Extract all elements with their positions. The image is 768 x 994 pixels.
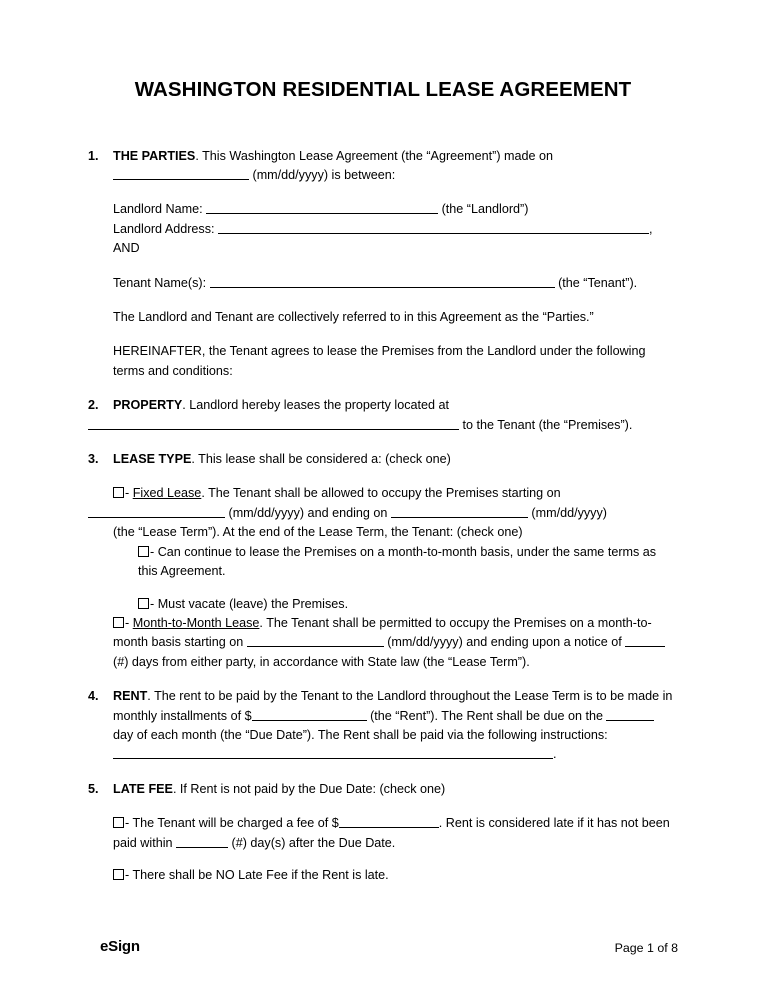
rent-text: [113, 687, 678, 765]
option-continue-month-to-month: [138, 543, 678, 582]
rent-text-1: . The rent to be paid by the Tenant to the Landlord throughout the Lease Term is to be made in monthly installments of $: [113, 689, 673, 723]
option-fixed-lease: [113, 484, 678, 542]
checkbox-no-late-fee[interactable]: [113, 869, 124, 880]
property-address-row: [88, 416, 678, 435]
clause-title-rent: RENT: [113, 689, 148, 704]
no-late-fee-label: - There shall be NO Late Fee if the Rent is late.: [125, 867, 389, 882]
fixed-lease-date2-suffix: (mm/dd/yyyy): [531, 505, 607, 520]
parties-intro: [113, 147, 678, 186]
clause-number-2: 2.: [88, 398, 99, 413]
parties-date-suffix: (mm/dd/yyyy) is between:: [252, 168, 396, 182]
rent-text-2: (the “Rent”). The Rent shall be due on the: [370, 708, 603, 723]
tenant-name-field[interactable]: [210, 274, 555, 288]
late-fee-option-3-text: (#) day(s) after the Due Date.: [231, 835, 396, 850]
lease-type-text: [113, 450, 678, 469]
fixed-lease-label: Fixed Lease: [132, 486, 202, 501]
landlord-address-label: Landlord Address:: [113, 221, 215, 236]
tenant-name-row: [113, 274, 678, 293]
clause-late-fee-body: [113, 780, 678, 886]
option-vacate-label: - Must vacate (leave) the Premises.: [150, 596, 349, 611]
checkbox-must-vacate[interactable]: [138, 598, 149, 609]
late-fee-text: [113, 780, 678, 799]
clause-late-fee: [88, 780, 678, 886]
fixed-lease-suboptions: [113, 543, 678, 614]
month-to-month-dash: -: [125, 615, 133, 630]
page-number: Page 1 of 8: [614, 941, 678, 955]
rent-text-3: day of each month (the “Due Date”). The Rent shall be paid via the following instructions:: [113, 727, 608, 742]
clause-the-parties-body: [113, 147, 678, 382]
late-fee-amount-field[interactable]: [339, 814, 439, 828]
clause-rent: [88, 687, 678, 765]
rent-amount-field[interactable]: [252, 707, 367, 721]
clause-title-late-fee: LATE FEE: [113, 781, 173, 796]
fixed-lease-date1-suffix: (mm/dd/yyyy) and ending on: [228, 505, 388, 520]
clause-rent-body: [113, 687, 678, 765]
month-to-month-date-suffix: (mm/dd/yyyy) and ending upon a notice of: [387, 635, 622, 650]
page-footer: [100, 938, 678, 960]
clause-number-1: 1.: [88, 148, 99, 163]
clause-title-property: PROPERTY: [113, 398, 183, 413]
landlord-name-suffix: (the “Landlord”): [441, 202, 529, 217]
rent-text-4: .: [553, 747, 557, 762]
clause-lease-type-body: [113, 450, 678, 672]
fixed-lease-text-1: . The Tenant shall be allowed to occupy the Premises starting on: [201, 486, 561, 501]
checkbox-month-to-month-lease[interactable]: [113, 617, 124, 628]
property-text-after: to the Tenant (the “Premises”).: [462, 417, 633, 432]
parties-date-field[interactable]: [113, 166, 249, 180]
month-to-month-label: Month-to-Month Lease: [132, 615, 260, 630]
fixed-lease-dash: -: [125, 486, 133, 501]
late-fee-option-2-text: . Rent is considered late if it has not been paid within: [113, 816, 670, 850]
clause-title-the-parties: THE PARTIES: [113, 148, 196, 163]
landlord-address-field[interactable]: [218, 220, 649, 234]
landlord-address-suffix: , AND: [113, 221, 653, 256]
fixed-lease-text-2: (the “Lease Term”). At the end of the Lease Term, the Tenant: (check one): [113, 525, 523, 540]
lease-type-text-rest: . This lease shall be considered a: (check one): [191, 452, 451, 467]
property-text: [113, 396, 678, 415]
fixed-lease-end-date-field[interactable]: [391, 504, 528, 518]
clause-title-lease-type: LEASE TYPE: [113, 452, 192, 467]
clause-the-parties: [88, 147, 678, 382]
parties-hereinafter-text: HEREINAFTER, the Tenant agrees to lease the Premises from the Landlord under the following terms and conditions:: [113, 344, 646, 378]
option-late-fee-charged: [113, 814, 678, 853]
option-month-to-month-lease: [113, 614, 678, 672]
property-address-field[interactable]: [88, 416, 459, 430]
month-to-month-text-1: . The Tenant shall be permitted to occupy the Premises on a month-to-month basis starting on: [113, 615, 652, 650]
landlord-name-field[interactable]: [206, 200, 438, 214]
clause-number-5: 5.: [88, 781, 99, 796]
landlord-name-row: [113, 200, 678, 258]
tenant-name-label: Tenant Name(s):: [113, 275, 207, 290]
clause-lease-type: [88, 450, 678, 672]
option-continue-label: - Can continue to lease the Premises on a month-to-month basis, under the same terms as this Agreement.: [138, 544, 657, 579]
month-to-month-notice-days-field[interactable]: [625, 633, 665, 647]
rent-due-day-field[interactable]: [606, 707, 654, 721]
late-fee-option-1-text: - The Tenant will be charged a fee of $: [125, 816, 339, 831]
option-no-late-fee: [113, 866, 678, 885]
rent-instructions-field[interactable]: [113, 745, 553, 759]
checkbox-fixed-lease[interactable]: [113, 487, 124, 498]
property-text-before: . Landlord hereby leases the property located at: [182, 398, 450, 413]
late-fee-text-rest: . If Rent is not paid by the Due Date: (check one): [172, 781, 446, 796]
month-to-month-notice-suffix: (#) days from either party, in accordance with State law (the “Lease Term”).: [113, 654, 530, 669]
clause-number-3: 3.: [88, 452, 99, 467]
parties-collective-text: The Landlord and Tenant are collectively referred to in this Agreement as the “Parties.”: [113, 310, 594, 325]
tenant-name-suffix: (the “Tenant”).: [558, 275, 638, 290]
checkbox-late-fee-charged[interactable]: [113, 817, 124, 828]
clause-property-body: [113, 396, 678, 435]
late-fee-grace-days-field[interactable]: [176, 834, 228, 848]
parties-intro-text: . This Washington Lease Agreement (the “Agreement”) made on: [195, 148, 554, 163]
landlord-name-label: Landlord Name:: [113, 202, 203, 217]
checkbox-continue-month-to-month[interactable]: [138, 546, 149, 557]
month-to-month-start-date-field[interactable]: [247, 633, 384, 647]
document-body: [88, 78, 678, 900]
page-title: WASHINGTON RESIDENTIAL LEASE AGREEMENT: [134, 78, 632, 101]
option-must-vacate: [138, 595, 678, 614]
clause-number-4: 4.: [88, 689, 99, 704]
brand-logo-esign: eSign: [100, 938, 140, 955]
fixed-lease-start-date-field[interactable]: [88, 504, 225, 518]
clause-property: [88, 396, 678, 435]
